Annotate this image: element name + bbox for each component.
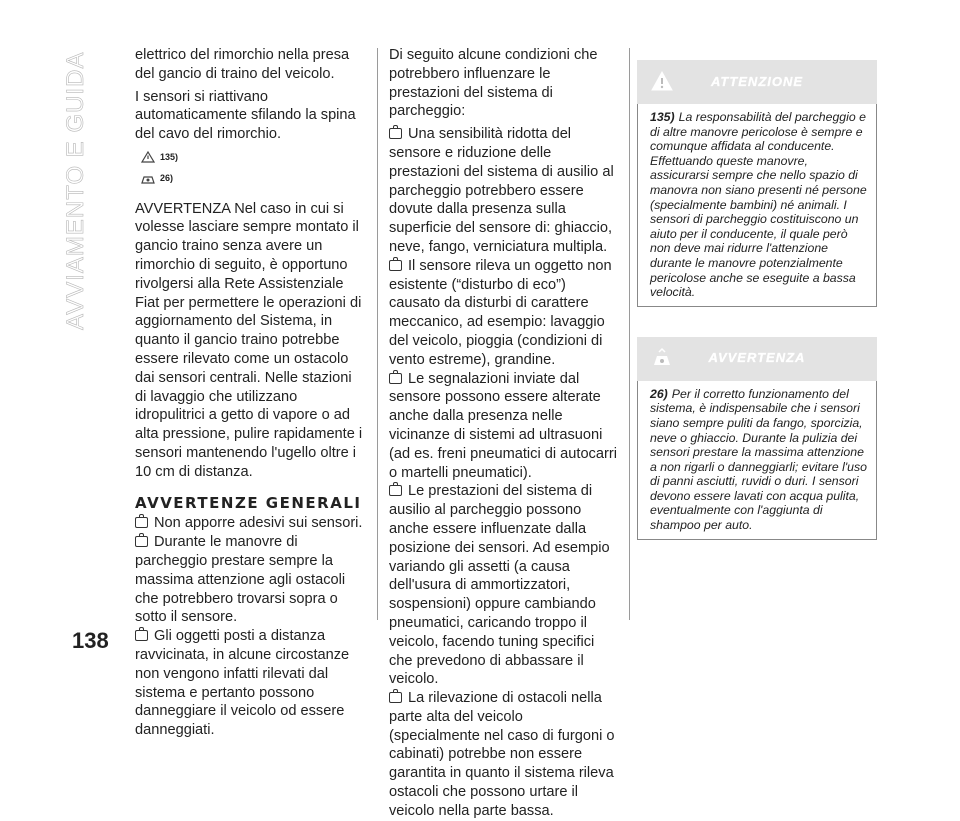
section-side-title: AVVIAMENTO E GUIDA — [62, 51, 89, 330]
avvertenza-title: AVVERTENZA — [708, 350, 806, 366]
column-divider — [377, 48, 378, 620]
avvertenza-text: Per il corretto funzionamento del sistema, è indispensabile che i sensori siano sempre puliti da fango, sporcizia, neve o ghiaccio. Durante la pulizia dei sensori prestare la massima attenzione a non rigarli o danneggiarli; evitare l'uso di panni asciutti, ruvidi o duri. I sensori devono essere lavati con acqua pulita, eventualmente con l'aggiunta di shampoo per auto. — [650, 386, 867, 533]
car-bullet-icon — [389, 260, 402, 271]
page-number: 138 — [72, 628, 109, 653]
avvertenza-box — [637, 381, 877, 540]
list-item: Durante le manovre di parcheggio prestare sempre la massima attenzione agli ostacoli che potrebbero trovarsi sopra o sotto il sensore. — [135, 534, 346, 626]
list-item: Le prestazioni del sistema di ausilio al parcheggio possono anche essere influenzate dalla posizione dei sensori. Ad esempio variando gli assetti (a causa dell'usura di ammortizzatori, sospensioni) oppure cambiando pneumatici, caricando troppo il veicolo, facendo tuning specifici che prevedono di abbassare il veicolo. — [389, 483, 610, 688]
list-item: Le segnalazioni inviate dal sensore possono essere alterate anche dalla presenza nelle vicinanze di sistemi ad ultrasuoni (ad es. freni pneumatici di autocarri o martelli pneumatici). — [389, 370, 617, 481]
warning-triangle-icon — [651, 70, 673, 92]
ref-number: 135) — [160, 151, 179, 162]
car-caution-icon — [141, 172, 155, 184]
warning-triangle-icon — [141, 151, 155, 163]
ref-attenzione — [141, 148, 363, 167]
car-bullet-icon — [135, 536, 148, 547]
list-item: Non apporre adesivi sui sensori. — [135, 514, 363, 533]
intro-paragraph: elettrico del rimorchio nella presa del gancio di traino del veicolo. — [135, 47, 350, 82]
list-item: La rilevazione di ostacoli nella parte alta del veicolo (specialmente nel caso di furgoni o cabinati) potrebbe non essere garantita in quanto il sistema rileva ostacoli che possono urtare il veicolo nella parte bassa. — [389, 690, 615, 819]
column-right — [637, 60, 877, 540]
car-bullet-icon — [389, 485, 402, 496]
column-left — [135, 46, 363, 740]
sensors-paragraph: I sensori si riattivano automaticamente sfilando la spina del cavo del rimorchio. — [135, 88, 356, 143]
column-middle — [389, 46, 617, 821]
ref-number: 26) — [650, 386, 668, 401]
car-bullet-icon — [135, 630, 148, 641]
attenzione-box — [637, 104, 877, 307]
car-caution-icon — [651, 347, 673, 369]
ref-avvertenza — [141, 169, 363, 188]
list-item: Il sensore rileva un oggetto non esistente (“disturbo di eco”) causato da disturbi di carattere meccanico, ad esempio: lavaggio del veicolo, pioggia (condizioni di vento estreme), grandine. — [389, 257, 612, 368]
avvertenza-paragraph: AVVERTENZA Nel caso in cui si volesse lasciare sempre montato il gancio traino senza avere un rimorchio di seguito, è opportuno rivolgersi alla Rete Assistenziale Fiat per permettere le operazioni di aggiornamento del Sistema, in quanto il gancio traino potrebbe essere rilevato come un ostacolo dai sensori centrali. Nelle stazioni di lavaggio che utilizzano idropulitrici a getto di vapore o ad alta pressione, pulire rapidamente i sensori mantenendo l'ugello oltre i 10 cm di distanza. — [135, 200, 363, 480]
list-item: Gli oggetti posti a distanza ravvicinata, in alcune circostanze non vengono infatti rilevati dal sistema e pertanto possono danneggiare il veicolo od essere danneggiati. — [135, 628, 350, 739]
car-bullet-icon — [389, 692, 402, 703]
ref-number: 135) — [650, 110, 675, 124]
intro-paragraph: Di seguito alcune condizioni che potrebbero influenzare le prestazioni del sistema di parcheggio: — [389, 47, 598, 120]
ref-number: 26) — [160, 172, 174, 183]
car-bullet-icon — [389, 128, 402, 139]
list-item: Una sensibilità ridotta del sensore e riduzione delle prestazioni del sistema di ausilio al parcheggio potrebbero essere dovute dalla presenza sulla superficie del sensore di: ghiaccio, neve, fango, verniciatura multipla. — [389, 126, 614, 255]
car-bullet-icon — [135, 517, 148, 528]
car-bullet-icon — [389, 373, 402, 384]
attenzione-header — [637, 60, 877, 104]
attenzione-title: ATTENZIONE — [710, 73, 804, 89]
section-heading: AVVERTENZE GENERALI — [135, 493, 362, 512]
avvertenza-header — [637, 337, 877, 381]
attenzione-text: La responsabilità del parcheggio e di altre manovre pericolose è sempre e comunque affidata al conducente. Effettuando queste manovre, assicurarsi sempre che nello spazio di manovra non siano presenti né persone (specialmente bambini) né animali. I sensori di parcheggio costituiscono un aiuto per il conducente, il quale però non deve mai ridurre l'attenzione durante le manovre potenzialmente pericolose anche se eseguite a bassa velocità. — [650, 110, 867, 300]
column-divider — [629, 48, 630, 620]
